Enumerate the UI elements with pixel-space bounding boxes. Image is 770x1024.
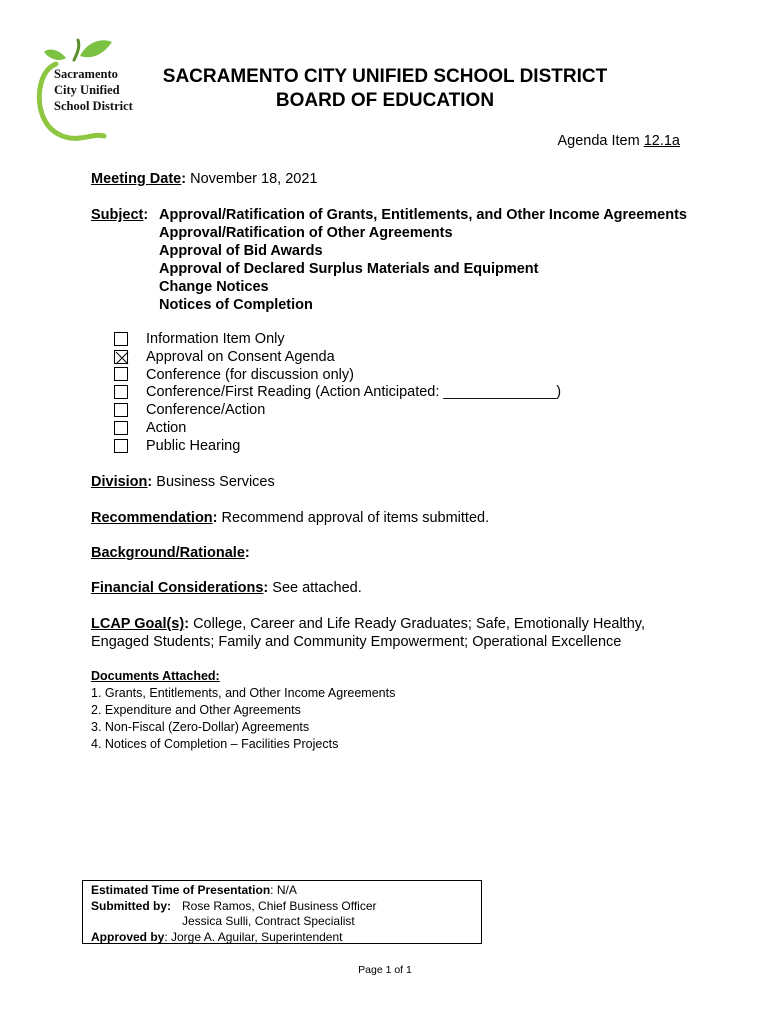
subject-item: Approval of Bid Awards [159,243,323,259]
subject-item: Approval/Ratification of Other Agreements [159,225,453,241]
division-colon: : [147,474,153,490]
approved-label: Approved by [91,929,165,944]
recommendation-label: Recommendation [91,510,213,526]
recommendation [91,509,489,527]
recommendation-value: Recommend approval of items submitted. [217,510,490,526]
document-item: 1. Grants, Entitlements, and Other Income Agreements [91,686,396,700]
time-label: Estimated Time of Presentation [91,883,271,897]
checkmark-x-icon [115,351,129,365]
documents-label: Documents Attached: [91,669,220,683]
option-label: Approval on Consent Agenda [146,348,335,365]
lcap-line-1: College, Career and Life Ready Graduates; Safe, Emotionally Healthy, [189,616,645,632]
board-title: BOARD OF EDUCATION [275,90,495,111]
agenda-prefix: Agenda Item [557,133,644,149]
option-row [114,419,561,437]
document-item: 2. Expenditure and Other Agreements [91,703,301,717]
financial-colon: : [263,580,269,596]
agenda-number: 12.1a [643,133,680,149]
division-label: Division [91,474,148,490]
financial [91,579,362,597]
background-colon: : [244,545,250,561]
division [91,473,275,491]
option-checkbox[interactable] [114,367,128,381]
subject-item: Approval of Declared Surplus Materials and Equipment [159,261,539,277]
background [91,544,250,562]
financial-label: Financial Considerations [91,580,264,596]
option-row [114,330,561,348]
option-checkbox[interactable] [114,332,128,346]
meeting-date-value: November 18, 2021 [186,171,318,187]
lcap-goals [91,615,645,651]
option-row [114,437,561,455]
meeting-date-colon: : [181,171,187,187]
submitted-label: Submitted by: [91,898,171,913]
lcap-colon: : [184,616,190,632]
option-checkbox[interactable] [114,439,128,453]
option-label: Information Item Only [146,330,285,347]
item-type-options [114,330,561,455]
option-row [114,401,561,419]
option-row [114,348,561,366]
division-value: Business Services [152,474,275,490]
option-label: Action [146,419,187,436]
subject-item: Notices of Completion [159,297,313,313]
meeting-date [91,170,317,188]
option-checkbox[interactable] [114,385,128,399]
meeting-date-label: Meeting Date [91,171,182,187]
documents-attached [91,668,395,753]
document-item: 4. Notices of Completion – Facilities Projects [91,737,339,751]
option-row [114,383,561,401]
logo-line-2: City Unified [54,83,120,97]
option-label: Conference/First Reading (Action Anticipated: ______________) [146,384,562,401]
option-label: Conference (for discussion only) [146,366,354,383]
page-number: Page 1 of 1 [358,964,412,976]
subject-item: Approval/Ratification of Grants, Entitlements, and Other Income Agreements [159,207,687,223]
subject-colon: : [143,207,149,223]
lcap-line-2: Engaged Students; Family and Community Empowerment; Operational Excellence [91,634,622,650]
submitted-2: Jessica Sulli, Contract Specialist [182,914,355,928]
lcap-label: LCAP Goal(s) [91,616,185,632]
option-label: Public Hearing [146,437,241,454]
option-label: Conference/Action [146,402,266,419]
option-row [114,366,561,384]
option-checkbox[interactable] [114,421,128,435]
option-checkbox[interactable] [114,350,128,364]
time-value: : N/A [270,883,297,897]
subject-label-wrap [91,206,148,224]
logo-line-1: Sacramento [54,67,118,81]
subject-item: Change Notices [159,279,269,295]
recommendation-colon: : [212,510,218,526]
subject-label: Subject [91,207,144,223]
financial-value: See attached. [268,580,362,596]
background-label: Background/Rationale [91,545,245,561]
presentation-info-box [82,880,482,944]
option-checkbox[interactable] [114,403,128,417]
agenda-item [557,133,680,149]
approved-value: : Jorge A. Aguilar, Superintendent [164,929,343,944]
subject-list [159,206,687,314]
document-item: 3. Non-Fiscal (Zero-Dollar) Agreements [91,720,310,734]
submitted-1: Rose Ramos, Chief Business Officer [182,898,377,913]
logo-line-3: School District [54,99,133,113]
district-title: SACRAMENTO CITY UNIFIED SCHOOL DISTRICT [162,66,608,87]
